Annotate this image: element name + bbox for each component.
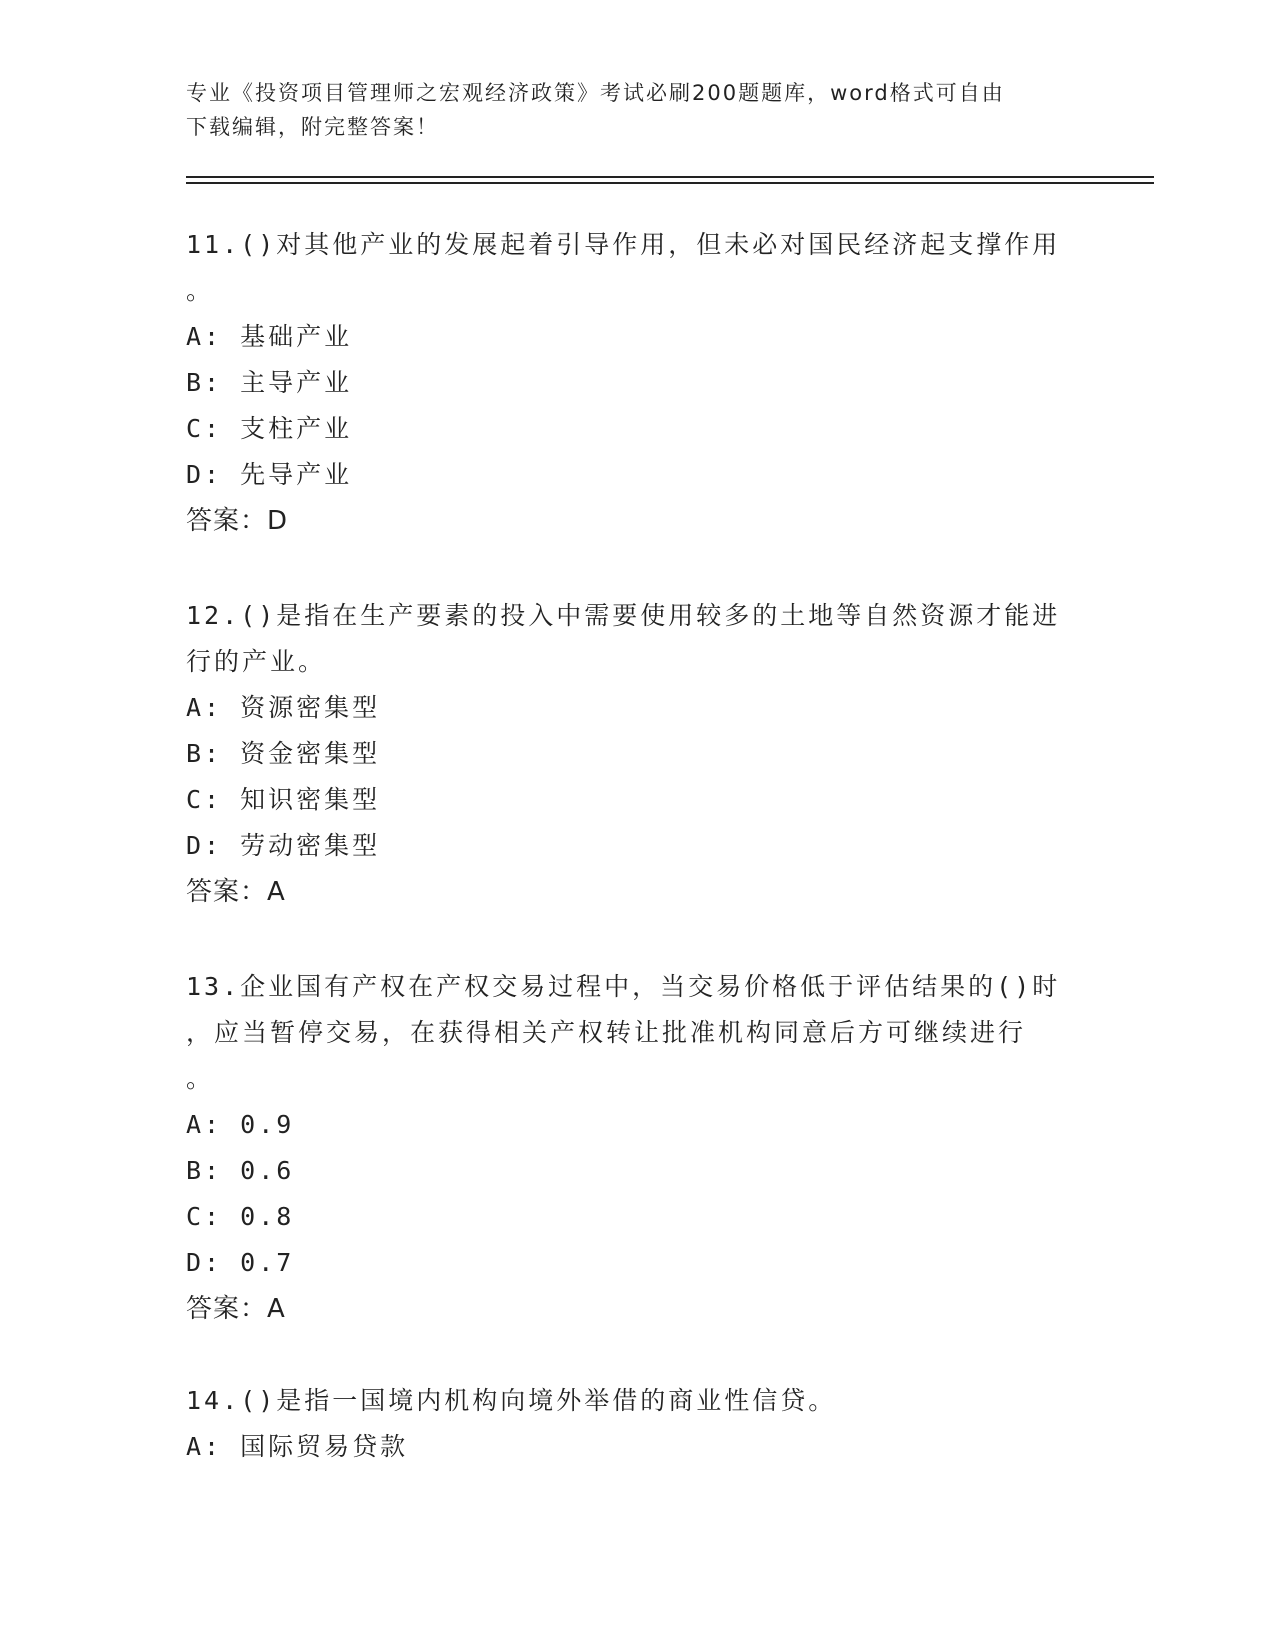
question-stem-line: 13.企业国有产权在产权交易过程中，当交易价格低于评估结果的()时	[186, 972, 1061, 1001]
question-11	[186, 222, 1086, 544]
question-stem-line: 14.()是指一国境内机构向境外举借的商业性信贷。	[186, 1386, 837, 1415]
answer: 答案：D	[186, 506, 289, 536]
question-stem-line: 。	[186, 276, 215, 305]
question-13	[186, 964, 1086, 1332]
answer: 答案：A	[186, 1294, 286, 1324]
document-header	[186, 76, 1066, 144]
option-b: B: 资金密集型	[186, 739, 381, 768]
question-stem-line: ，应当暂停交易，在获得相关产权转让批准机构同意后方可继续进行	[186, 1018, 1027, 1047]
question-stem-line: 12.()是指在生产要素的投入中需要使用较多的土地等自然资源才能进	[186, 601, 1061, 630]
option-c: C: 0.8	[186, 1202, 295, 1231]
option-b: B: 主导产业	[186, 368, 353, 397]
header-line-1: 专业《投资项目管理师之宏观经济政策》考试必刷200题题库，word格式可自由	[186, 81, 1005, 105]
header-divider-top	[186, 176, 1154, 178]
answer: 答案：A	[186, 877, 286, 907]
option-c: C: 支柱产业	[186, 414, 353, 443]
question-stem-line: 。	[186, 1064, 215, 1093]
question-stem-line: 行的产业。	[186, 647, 327, 676]
option-c: C: 知识密集型	[186, 785, 381, 814]
header-line-2: 下载编辑，附完整答案！	[186, 115, 439, 139]
question-stem-line: 11.()对其他产业的发展起着引导作用，但未必对国民经济起支撑作用	[186, 230, 1061, 259]
option-d: D: 0.7	[186, 1248, 295, 1277]
option-a: A: 基础产业	[186, 322, 353, 351]
option-a: A: 资源密集型	[186, 693, 381, 722]
option-b: B: 0.6	[186, 1156, 295, 1185]
header-divider-bottom	[186, 182, 1154, 184]
question-12	[186, 593, 1086, 915]
question-14	[186, 1378, 1086, 1470]
option-d: D: 劳动密集型	[186, 831, 381, 860]
option-a: A: 国际贸易贷款	[186, 1432, 409, 1461]
option-a: A: 0.9	[186, 1110, 295, 1139]
option-d: D: 先导产业	[186, 460, 353, 489]
